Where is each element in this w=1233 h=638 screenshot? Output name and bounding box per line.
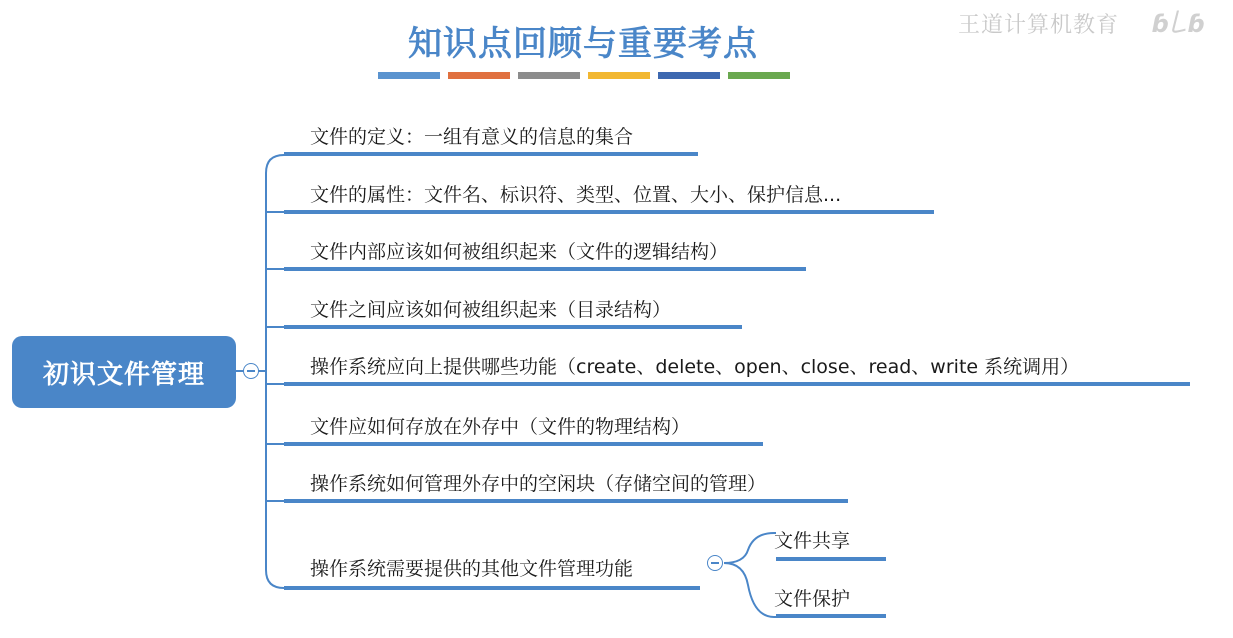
branch-other-functions: 操作系统需要提供的其他文件管理功能 [310,558,634,580]
branch-free-space: 操作系统如何管理外存中的空闲块（存储空间的管理） [310,473,767,495]
page-title: 知识点回顾与重要考点 [408,24,758,64]
branch-underline [284,152,698,156]
branch-definition: 文件的定义：一组有意义的信息的集合 [310,126,634,148]
bilibili-logo: ɓ꒒ɓ [1152,10,1206,38]
sub-branch-underline [776,614,886,618]
branch-directory-structure: 文件之间应该如何被组织起来（目录结构） [310,299,672,321]
branch-system-calls: 操作系统应向上提供哪些功能（create、delete、open、close、read、write 系统调用） [310,356,1080,378]
branch-underline [284,267,806,271]
root-collapse-icon[interactable] [243,363,259,379]
sub-branch-underline [776,557,886,561]
root-node[interactable] [12,336,236,408]
branch-underline [284,382,1190,386]
branch-attributes: 文件的属性：文件名、标识符、类型、位置、大小、保护信息... [310,184,842,206]
root-label: 初识文件管理 [42,359,205,390]
sub-branch-file-protection: 文件保护 [774,588,851,610]
branch-physical-structure: 文件应如何存放在外存中（文件的物理结构） [310,416,691,438]
branch-underline [284,499,848,503]
branch-underline [284,325,742,329]
branch-underline [284,442,763,446]
branch-underline [284,586,700,590]
watermark: 王道计算机教育 [958,13,1120,38]
sub-branch-file-sharing: 文件共享 [774,530,851,552]
branch-collapse-icon[interactable] [707,555,723,571]
branch-logical-structure: 文件内部应该如何被组织起来（文件的逻辑结构） [310,241,729,263]
branch-underline [284,210,934,214]
